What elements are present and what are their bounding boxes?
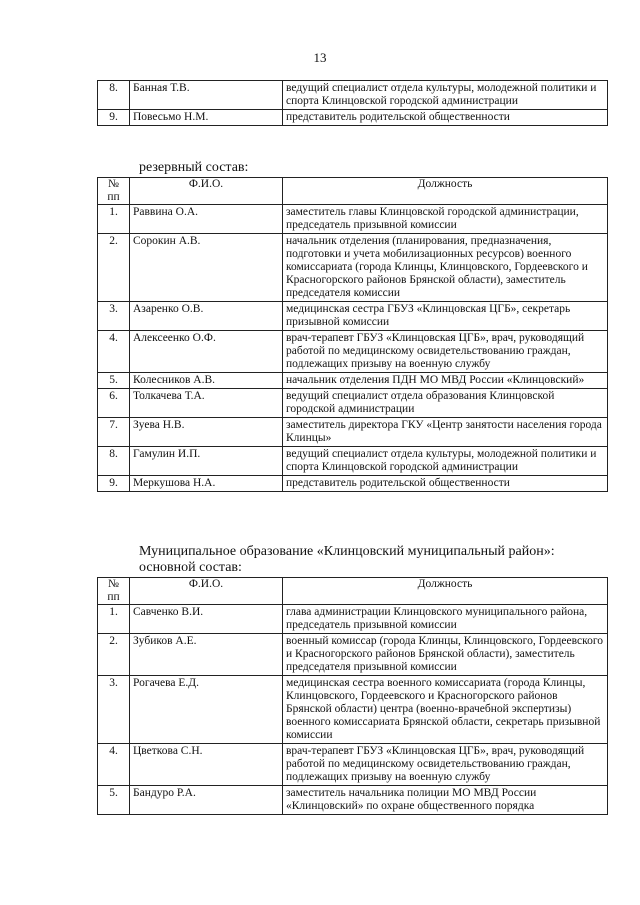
row-position: медицинская сестра ГБУЗ «Клинцовская ЦГБ», секретарь призывной комиссии (283, 302, 608, 331)
row-position: ведущий специалист отдела образования Клинцовской городской администрации (283, 389, 608, 418)
row-name: Колесников А.В. (130, 373, 283, 389)
row-number: 4. (98, 744, 130, 786)
row-number: 9. (98, 110, 130, 126)
row-position: заместитель директора ГКУ «Центр занятости населения города Клинцы» (283, 418, 608, 447)
row-name: Повесьмо Н.М. (130, 110, 283, 126)
row-name: Цветкова С.Н. (130, 744, 283, 786)
row-number: 9. (98, 476, 130, 492)
row-position: врач-терапевт ГБУЗ «Клинцовская ЦГБ», врач, руководящий работой по медицинскому освидетельствованию граждан, подлежащих призыву на военную службу (283, 331, 608, 373)
municipal-title: Муниципальное образование «Клинцовский муниципальный район»: (139, 544, 555, 559)
row-name: Раввина О.А. (130, 205, 283, 234)
header-number: № пп (98, 578, 130, 605)
header-name: Ф.И.О. (130, 178, 283, 205)
row-number: 7. (98, 418, 130, 447)
row-name: Рогачева Е.Д. (130, 676, 283, 744)
table-header-row (98, 178, 608, 205)
row-position: начальник отделения ПДН МО МВД России «Клинцовский» (283, 373, 608, 389)
table-row (98, 634, 608, 676)
page-number: 13 (313, 50, 327, 65)
reserve-table (97, 177, 608, 492)
top-table (97, 80, 608, 126)
row-number: 6. (98, 389, 130, 418)
row-name: Зуева Н.В. (130, 418, 283, 447)
header-name: Ф.И.О. (130, 578, 283, 605)
row-name: Савченко В.И. (130, 605, 283, 634)
row-number: 2. (98, 234, 130, 302)
table-row (98, 234, 608, 302)
table-row (98, 205, 608, 234)
row-number: 4. (98, 331, 130, 373)
row-number: 5. (98, 786, 130, 815)
row-number: 5. (98, 373, 130, 389)
row-position: ведущий специалист отдела культуры, молодежной политики и спорта Клинцовской городской администрации (283, 447, 608, 476)
table-row (98, 676, 608, 744)
table-row (98, 605, 608, 634)
header-number: № пп (98, 178, 130, 205)
table-row (98, 389, 608, 418)
row-number: 1. (98, 205, 130, 234)
header-position: Должность (283, 178, 608, 205)
row-position: заместитель начальника полиции МО МВД России «Клинцовский» по охране общественного порядка (283, 786, 608, 815)
table-row (98, 786, 608, 815)
row-position: заместитель главы Клинцовской городской администрации, председатель призывной комиссии (283, 205, 608, 234)
row-position: начальник отделения (планирования, предназначения, подготовки и учета мобилизационных ресурсов) военного комиссариата (города Клинцы, Клинцовского, Гордеевского и Красногорского районов Брянской области), заместитель председателя комиссии (283, 234, 608, 302)
table-row (98, 81, 608, 110)
table-row (98, 447, 608, 476)
row-name: Алексеенко О.Ф. (130, 331, 283, 373)
row-number: 2. (98, 634, 130, 676)
row-number: 1. (98, 605, 130, 634)
row-number: 3. (98, 302, 130, 331)
row-name: Сорокин А.В. (130, 234, 283, 302)
table-row (98, 110, 608, 126)
municipal-table (97, 577, 608, 815)
table-row (98, 418, 608, 447)
row-number: 8. (98, 81, 130, 110)
row-position: ведущий специалист отдела культуры, молодежной политики и спорта Клинцовской городской администрации (283, 81, 608, 110)
row-name: Толкачева Т.А. (130, 389, 283, 418)
municipal-section-label: основной состав: (139, 560, 242, 575)
table-header-row (98, 578, 608, 605)
reserve-section-label: резервный состав: (139, 160, 249, 175)
row-number: 8. (98, 447, 130, 476)
header-position: Должность (283, 578, 608, 605)
row-position: медицинская сестра военного комиссариата (города Клинцы, Клинцовского, Гордеевского и Красногорского районов Брянской области) центра (военно-врачебной экспертизы) военного комиссариата Брянской области, секретарь призывной комиссии (283, 676, 608, 744)
table-row (98, 302, 608, 331)
row-name: Гамулин И.П. (130, 447, 283, 476)
table-row (98, 331, 608, 373)
row-position: представитель родительской общественности (283, 110, 608, 126)
row-position: представитель родительской общественности (283, 476, 608, 492)
row-name: Зубиков А.Е. (130, 634, 283, 676)
row-position: глава администрации Клинцовского муниципального района, председатель призывной комиссии (283, 605, 608, 634)
table-row (98, 744, 608, 786)
table-row (98, 373, 608, 389)
row-position: военный комиссар (города Клинцы, Клинцовского, Гордеевского и Красногорского районов Брянской области), заместитель председателя призывной комиссии (283, 634, 608, 676)
row-number: 3. (98, 676, 130, 744)
table-row (98, 476, 608, 492)
row-name: Бандуро Р.А. (130, 786, 283, 815)
row-name: Азаренко О.В. (130, 302, 283, 331)
row-name: Меркушова Н.А. (130, 476, 283, 492)
row-position: врач-терапевт ГБУЗ «Клинцовская ЦГБ», врач, руководящий работой по медицинскому освидетельствованию граждан, подлежащих призыву на военную службу (283, 744, 608, 786)
row-name: Банная Т.В. (130, 81, 283, 110)
